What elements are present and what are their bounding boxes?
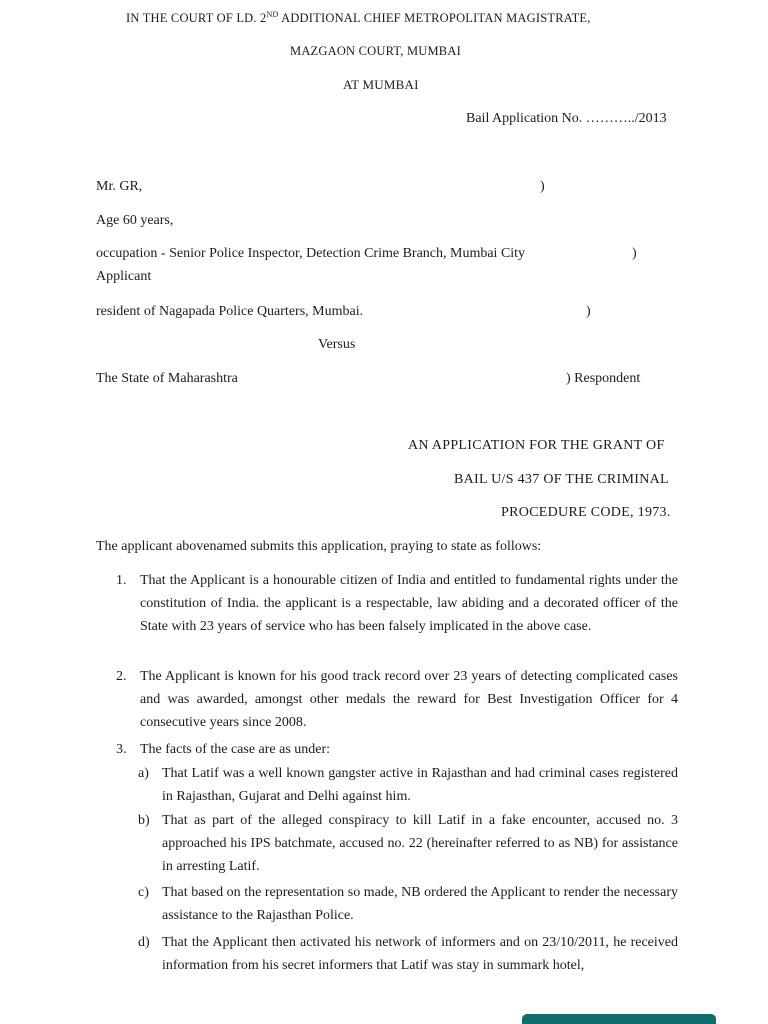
- applicant-role: Applicant: [96, 269, 152, 284]
- respondent-label: ) Respondent: [566, 371, 641, 386]
- sub-paragraph-d: [138, 931, 678, 977]
- sub-paragraph-letter: a): [138, 766, 149, 781]
- sub-paragraph-letter: b): [138, 813, 150, 828]
- bracket-occupation: ): [632, 246, 637, 261]
- sub-paragraph-letter: c): [138, 885, 149, 900]
- versus-label: Versus: [318, 337, 356, 352]
- court-heading: [126, 9, 591, 27]
- sub-paragraph-c: [138, 881, 678, 927]
- paragraph-2: [116, 665, 678, 734]
- paragraph-number: 3.: [116, 742, 127, 757]
- sub-paragraph-text: That the Applicant then activated his network of informers and on 23/10/2011, he received information from his secret informers that Latif was stay in summark hotel,: [162, 935, 678, 973]
- paragraph-number: 1.: [116, 573, 127, 588]
- bracket-residence: ): [586, 304, 591, 319]
- applicant-name: Mr. GR,: [96, 179, 143, 194]
- court-city: AT MUMBAI: [343, 77, 419, 92]
- sub-paragraph-a: [138, 762, 678, 808]
- applicant-residence: resident of Nagapada Police Quarters, Mumbai.: [96, 304, 364, 319]
- paragraph-1: [116, 569, 678, 638]
- bail-application-number: Bail Application No. ………../2013: [466, 111, 667, 126]
- paragraph-3: [116, 738, 678, 761]
- sub-paragraph-text: That based on the representation so made, NB ordered the Applicant to render the necessary assistance to the Rajasthan Police.: [162, 885, 678, 923]
- paragraph-number: 2.: [116, 669, 127, 684]
- paragraph-text: The facts of the case are as under:: [140, 742, 331, 757]
- court-heading-pre: IN THE COURT OF LD. 2: [126, 11, 267, 25]
- bottom-action-bar[interactable]: [522, 1014, 716, 1024]
- sub-paragraph-letter: d): [138, 935, 150, 950]
- bracket-name: ): [540, 179, 545, 194]
- paragraph-text: The Applicant is known for his good track record over 23 years of detecting complicated cases and was awarded, amongst other medals the reward for Best Investigation Officer for 4 consecutive years since 2008.: [140, 669, 678, 730]
- court-heading-post: ADDITIONAL CHIEF METROPOLITAN MAGISTRATE,: [278, 11, 591, 25]
- court-heading-superscript: ND: [266, 9, 279, 19]
- sub-paragraph-b: [138, 809, 678, 878]
- respondent-name: The State of Maharashtra: [96, 371, 238, 386]
- court-place: MAZGAON COURT, MUMBAI: [290, 44, 461, 58]
- applicant-age: Age 60 years,: [96, 213, 174, 228]
- application-title-line-2: BAIL U/S 437 OF THE CRIMINAL: [454, 472, 669, 487]
- sub-paragraph-text: That as part of the alleged conspiracy to kill Latif in a fake encounter, accused no. 3 approached his IPS batchmate, accused no. 22 (hereinafter referred to as NB) for assistance in arresting Latif.: [162, 813, 678, 874]
- sub-paragraph-text: That Latif was a well known gangster active in Rajasthan and had criminal cases registered in Rajasthan, Gujarat and Delhi against him.: [162, 766, 678, 804]
- application-title-line-1: AN APPLICATION FOR THE GRANT OF: [408, 438, 665, 453]
- paragraph-text: That the Applicant is a honourable citizen of India and entitled to fundamental rights under the constitution of India. the applicant is a respectable, law abiding and a decorated officer of the State with 23 years of service who has been falsely implicated in the above case.: [140, 573, 678, 634]
- intro-text: The applicant abovenamed submits this application, praying to state as follows:: [96, 539, 542, 554]
- applicant-occupation: occupation - Senior Police Inspector, Detection Crime Branch, Mumbai City: [96, 246, 526, 261]
- application-title-line-3: PROCEDURE CODE, 1973.: [501, 505, 671, 520]
